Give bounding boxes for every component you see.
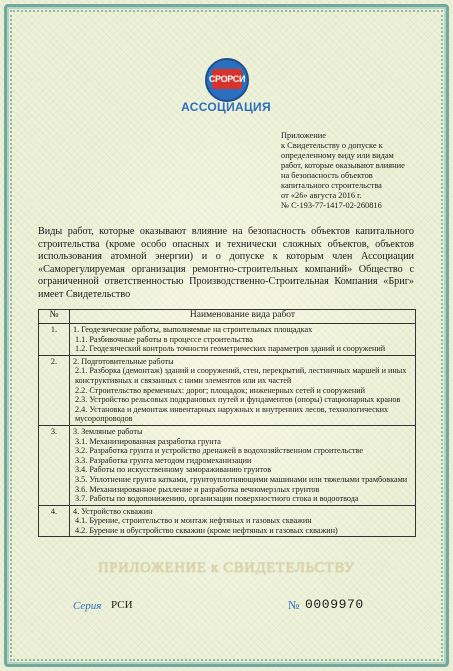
logo-caption: АССОЦИАЦИЯ	[181, 100, 271, 114]
work-item: 3.4. Работы по искусственному замораживанию грунтов	[75, 465, 272, 475]
work-item: 3.3. Разработка грунта методом гидромеханизации	[75, 455, 252, 465]
row-content	[70, 425, 416, 505]
work-item: 3.6. Механизированное рыхление и разработка вечномерзлых грунтов	[75, 484, 320, 494]
appendix-note	[281, 131, 441, 211]
work-item: 1.1. Разбивочные работы в процессе строительства	[75, 334, 253, 344]
appendix-line: № С-193-77-1417-02-260816	[281, 201, 382, 210]
row-number: 3.	[39, 425, 70, 505]
appendix-line: определенному виду или видам	[281, 151, 394, 160]
work-item: 1.2. Геодезический контроль точности геометрических параметров зданий и сооружений	[75, 344, 386, 354]
section-title: 1. Геодезические работы, выполняемые на строительных площадках	[73, 325, 313, 334]
work-types-table	[38, 309, 416, 537]
logo-emblem-text: СРОРСИ	[208, 74, 246, 84]
column-header-name: Наименование вида работ	[70, 310, 416, 324]
document-number: 0009970	[305, 597, 364, 612]
appendix-stamp-text: ПРИЛОЖЕНИЕ к СВИДЕТЕЛЬСТВУ	[98, 560, 355, 576]
table-header-row	[39, 310, 416, 324]
series-value: РСИ	[111, 599, 133, 611]
work-item: 3.1. Механизированная разработка грунта	[75, 436, 221, 446]
section-title: 2. Подготовительные работы	[73, 356, 174, 366]
association-logo-icon	[205, 58, 249, 102]
table-row	[39, 505, 416, 537]
series-label: Серия	[73, 600, 102, 612]
appendix-line: работ, которые оказывают влияние	[281, 161, 405, 170]
appendix-line: к Свидетельству о допуске к	[281, 141, 383, 150]
row-number: 1.	[39, 324, 70, 356]
work-item: 4.1. Бурение, строительство и монтаж нефтяных и газовых скважин	[75, 516, 312, 526]
column-header-number: №	[39, 310, 70, 324]
row-number: 2.	[39, 355, 70, 425]
appendix-line: на безопасность объектов	[281, 171, 373, 180]
appendix-line: от «26» августа 2016 г.	[281, 191, 362, 200]
row-content	[70, 355, 416, 425]
section-title: 3. Земляные работы	[73, 426, 143, 436]
work-item: 3.5. Уплотнение грунта катками, грунтоуплотняющими машинами или тяжелыми трамбовками	[75, 474, 408, 484]
table-row	[39, 425, 416, 505]
work-item: 2.3. Устройство рельсовых подкрановых путей и фундаментов (опоры) стационарных кранов	[75, 395, 401, 405]
section-title: 4. Устройство скважин	[73, 506, 153, 516]
row-content	[70, 324, 416, 356]
work-item: 3.7. Работы по водопонижению, организации поверхностного стока и водоотвода	[75, 494, 359, 504]
table-row	[39, 355, 416, 425]
row-number: 4.	[39, 505, 70, 537]
work-item: 2.2. Строительство временных: дорог; площадок; инженерных сетей и сооружений	[75, 385, 366, 395]
work-item: 3.2. Разработка грунта и устройство дренажей в водохозяйственном строительстве	[75, 446, 364, 456]
appendix-line: Приложение	[281, 131, 326, 140]
work-item: 2.4. Установка и демонтаж инвентарных наружных и внутренних лесов, технологических мусоропроводов	[75, 404, 389, 424]
work-item: 2.1. Разборка (демонтаж) зданий и сооружений, стен, перекрытий, лестничных маршей и иных конструктивных и связанных с ними элементов или их частей	[75, 366, 407, 385]
row-content	[70, 505, 416, 537]
work-item: 4.2. Бурение и обустройство скважин (кроме нефтяных и газовых скважин)	[75, 525, 338, 535]
appendix-line: капитального строительства	[281, 181, 382, 190]
table-row	[39, 324, 416, 356]
intro-paragraph: Виды работ, которые оказывают влияние на безопасность объектов капитального строительства (кроме особо опасных и технически сложных объектов, объектов использования атомной энергии) и о допуске к которым член Ассоциации «Саморегулируемая организация ремонтно-строительных компаний» Общество с ограниченной ответственностью Производственно-Строительная Компания «Бриг» имеет Свидетельство	[38, 226, 414, 300]
number-label: №	[288, 598, 300, 612]
